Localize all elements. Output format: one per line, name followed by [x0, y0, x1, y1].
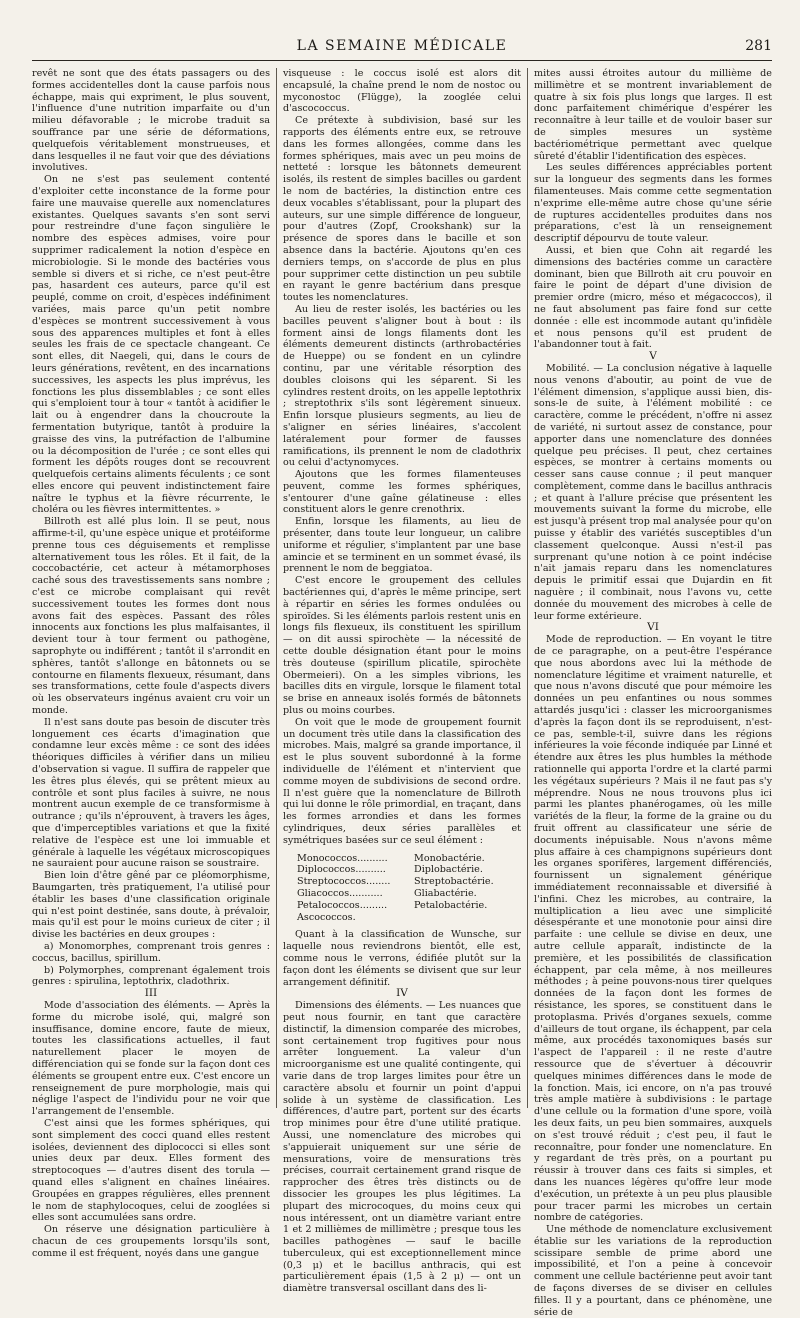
- table-cell: Monococcos..........: [297, 852, 388, 864]
- paragraph: Ajoutons que les formes filamenteuses peuvent, comme les formes sphériques, s'entourer d'une gaîne gélatineuse : elles constituent alors le genre crenothrix.: [283, 469, 521, 516]
- paragraph: Mobilité. — La conclusion négative à laquelle nous venons d'aboutir, au point de vue de l'élément dimension, s'applique aussi bien, dis-sons-le de suite, à l'élément mobilité : ce caractère, comme le précédent, n'offre ni assez de variété, ni surtout assez de constance, pour apporter dans une nomenclature des données quelque peu précises. Il peut, chez certaines espèces, se montrer à certains moments ou cesser sans cause connue ; il peut manquer complètement, comme dans le bacillus anthracis ; et quant à l'allure précise que présentent les mouvements suivant la forme du microbe, elle est jusqu'à présent trop mal analysée pour qu'on puisse y établir des variétés susceptibles d'un classement quelconque. Aussi n'est-il pas surprenant qu'une notion à ce point indécise n'ait jamais reparu dans les nomenclatures depuis le primitif essai que Dujardin en fit naguère ; il combinait, nous l'avons vu, cette donnée du mouvement des microbes à celle de leur forme extérieure.: [534, 362, 772, 622]
- table-cell: Gliacoccos...........: [297, 887, 383, 899]
- section-number: V: [649, 350, 657, 363]
- paragraph: Mode de reproduction. — En voyant le titre de ce paragraphe, on a peut-être l'espérance que nous abordons avec lui la méthode de nomenclature légitime et vraiment naturelle, et que nous n'avons discuté que pour mémoire les données un peu enfantines ou nous sommes attardés jusqu'ici : classer les microorganismes d'après la façon dont ils se reproduisent, n'est-ce pas, semble-t-il, suivre dans les régions inférieures la voie féconde indiquée par Linné et étendre aux êtres les plus humbles la méthode rationnelle qui apporta l'ordre et la clarté parmi les végétaux supérieurs ? Mais il ne faut pas s'y méprendre. Nous ne nous trouvons plus ici parmi les plantes phanérogames, où les mille variétés de la fleur, la forme de la graine ou du fruit offrent au classificateur une série de documents inépuisable. Nous n'avons même plus affaire à ces champignons supérieurs dont les organes sporifères, largement différenciés, fournissent un signalement générique immédiatement reconnaissable et diversifié à l'infini. Chez les microbes, au contraire, la multiplication a lieu avec une simplicité désespérante et une monotonie pour ainsi dire parfaite : une cellule se divise en deux, une autre cellule apparaît, indistincte de la première, et les possibilités de classification échappent, par cela même, à nos meilleures méthodes ; à peine pouvons-nous tirer quelques données de la façon dont les formes de résistance, les spores, se constituent dans le protoplasma. Privés d'organes sexuels, comme d'ailleurs de tout organe, ils échappent, par cela même, aux procédés taxonomiques basés sur l'aspect de l'appareil : il ne reste d'autre ressource que de s'évertuer à découvrir quelques minimes différences dans le mode de la fonction. Mais, ici encore, on n'a pas trouvé très ample matière à subdivisions : le partage d'une cellule ou la formation d'une spore, voilà les deux faits, un peu bien sommaires, auxquels on s'est trouvé réduit ; c'est peu, il faut le reconnaître, pour fonder une nomenclature. En y regardant de très près, on a pourtant pu réussir à trouver dans ces faits si simples, et dans les nuances légères qu'offre leur mode d'exécution, un prétexte à un peu plus plausible pour tracer parmi les microbes un certain nombre de catégories.: [534, 634, 772, 1224]
- table-cell: [414, 912, 521, 924]
- paragraph: Quant à la classification de Wunsche, sur laquelle nous reviendrons bientôt, elle est, comme nous le verrons, édifiée plutôt sur la façon dont les éléments se divisent que sur leur arrangement définitif.: [283, 929, 521, 988]
- paragraph: Enfin, lorsque les filaments, au lieu de présenter, dans toute leur longueur, un calibre uniforme et régulier, s'implantent par une base amincie et se terminent en un sommet évasé, ils prennent le nom de beggiatoa.: [283, 516, 521, 575]
- paragraph: Les seules différences appréciables portent sur la longueur des segments dans les formes filamenteuses. Mais comme cette segmentation n'exprime elle-même autre chose qu'une série de ruptures accidentelles produites dans nos préparations, c'est là un renseignement descriptif dépourvu de toute valeur.: [534, 162, 772, 245]
- section-number: IV: [396, 987, 408, 1000]
- paragraph: Ce prétexte à subdivision, basé sur les rapports des éléments entre eux, se retrouve dans les formes allongées, comme dans les formes sphériques, mais avec un peu moins de netteté : lorsque les bâtonnets demeurent isolés, ils restent de simples bacilles ou gardent le nom de bactéries, la distinction entre ces deux vocables s'établissant, pour la plupart des auteurs, sur une simple différence de longueur, pour d'autres (Zopf, Crookshank) sur la présence de spores dans le bacille et son absence dans la bactérie. Ajoutons qu'en ces derniers temps, on s'accorde de plus en plus pour supprimer cette distinction un peu subtile en rayant le genre bactérium dans presque toutes les nomenclatures.: [283, 115, 521, 304]
- table-cell: Streptobactérie.: [414, 876, 494, 888]
- paragraph: Mode d'association des éléments. — Après la forme du microbe isolé, qui, malgré son insuffisance, domine encore, faute de mieux, toutes les classifications actuelles, il faut naturellement placer le moyen de différenciation qui se fonde sur la façon dont ces éléments se groupent entre eux. C'est encore un renseignement de pure morphologie, mais qui néglige l'aspect de l'individu pour ne voir que l'arrangement de l'ensemble.: [32, 999, 270, 1118]
- page-number: 281: [745, 38, 772, 54]
- text-column-1: [32, 68, 270, 1259]
- paragraph: Billroth est allé plus loin. Il se peut, nous affirme-t-il, qu'une espèce unique et protéiforme prenne tous ces déguisements et remplisse alternativement tous les rôles. Et il fait, de la coccobactérie, cet acteur à métamorphoses caché sous des travestissements sans nombre ; c'est ce microbe complaisant qui revêt successivement toutes les formes dont nous avons fait des espèces. Passant des rôles innocents aux fonctions les plus malfaisantes, il devient tour à tour ferment ou pathogène, saprophyte ou indifférent ; tantôt il s'arrondit en sphères, tantôt s'allonge en bâtonnets ou se contourne en filaments flexueux, résumant, dans ses transformations, cette foule d'aspects divers où les observateurs ingénus avaient cru voir un monde.: [32, 516, 270, 717]
- table-cell: Monobactérie.: [414, 852, 485, 864]
- table-cell: Diplococcos..........: [297, 864, 386, 876]
- paragraph: Bien loin d'être gêné par ce pléomorphisme, Baumgarten, très pratiquement, l'a utilisé pour établir les bases d'une classification originale qui n'est point destinée, sans doute, à prévaloir, mais qu'il est pour le moins curieux de citer ; il divise les bactéries en deux groupes :: [32, 870, 270, 941]
- table-cell: Diplobactérie.: [414, 864, 483, 876]
- paragraph: a) Monomorphes, comprenant trois genres : coccus, bacillus, spirillum.: [32, 940, 270, 964]
- section-number: III: [144, 987, 158, 1000]
- paragraph: Au lieu de rester isolés, les bactéries ou les bacilles peuvent s'aligner bout à bout : ils forment ainsi de longs filaments dont les éléments demeurent distincts (arthrobactéries de Hueppe) ou se fondent en un cylindre continu, par une véritable résorption des doubles cloisons qui les séparent. Si les cylindres restent droits, on les appelle leptothrix ; streptothrix s'ils sont légèrement sinueux. Enfin lorsque plusieurs segments, au lieu de s'aligner en séries linéaires, s'accolent latéralement pour former de fausses ramifications, ils prennent le nom de cladothrix ou celui d'actynomyces.: [283, 303, 521, 469]
- paragraph: On voit que le mode de groupement fournit un document très utile dans la classification des microbes. Mais, malgré sa grande importance, il est le plus souvent subordonné à la forme individuelle de l'élément et n'intervient que comme moyen de subdivisions de second ordre. Il n'est guère que la nomenclature de Billroth qui lui donne le rôle primordial, en traçant, dans les formes arrondies et dans les formes cylindriques, deux séries parallèles et symétriques basées sur ce seul élément :: [283, 716, 521, 846]
- paragraph: On réserve une désignation particulière à chacun de ces groupements lorsqu'ils sont, comme il est fréquent, noyés dans une gangue: [32, 1224, 270, 1259]
- table-cell: Streptococcos........: [297, 876, 391, 888]
- paragraph: C'est encore le groupement des cellules bactériennes qui, d'après le même principe, sert à répartir en séries les formes ondulées ou spiroïdes. Si les éléments parlois restent unis en longs fils flexueux, ils constituent les spirillum — on dit aussi spirochète — la nécessité de cette double désignation étant pour le moins très douteuse (spirillum plicatile, spirochète Obermeieri). On a les simples vibrions, les bacilles dits en virgule, lorsque le filament total se brise en anneaux isolés formés de bâtonnets plus ou moins courbes.: [283, 575, 521, 717]
- column-divider: [276, 68, 277, 1108]
- paragraph: On ne s'est pas seulement contenté d'exploiter cette inconstance de la forme pour faire une mauvaise querelle aux nomenclatures existantes. Quelques savants s'en sont servi pour restreindre d'une façon singulière le nombre des espèces admises, voire pour supprimer radicalement la notion d'espèce en microbiologie. Si le monde des bactéries vous semble si divers et si riche, ce n'est peut-être pas, hasardent ces auteurs, parce qu'il est peuplé, comme on croit, d'espèces indéfiniment variées, mais parce qu'un petit nombre d'espèces se montrent successivement à vous sous des apparences multiples et font à elles seules les frais de ce spectacle changeant. Ce sont elles, dit Naegeli, qui, dans le cours de leurs générations, revêtent, en des incarnations successives, les aspects les plus imprévus, les fonctions les plus dissemblables ; ce sont elles qui s'emploient tour à tour « tantôt à acidifier le lait ou à engendrer dans la choucroute la fermentation butyrique, tantôt à produire la graisse des vins, la putréfaction de l'albumine ou la décomposition de l'urée ; ce sont elles qui forment les dépôts rouges dont se recouvrent quelquefois certains aliments féculents ; ce sont elles encore qui peuvent indistinctement faire naître le typhus et la fièvre récurrente, le choléra ou les fièvres intermittentes. »: [32, 174, 270, 516]
- paragraph: revêt ne sont que des états passagers ou des formes accidentelles dont la cause parfois nous échappe, mais qui expriment, le plus souvent, l'influence d'une nutrition imparfaite ou d'un milieu défavorable ; le microbe traduit sa souffrance par une série de déformations, quelquefois véritablement monstrueuses, et dans lesquelles il ne faut voir que des déviations involutives.: [32, 68, 270, 174]
- page-header: [32, 38, 772, 61]
- section-number: VI: [647, 621, 659, 634]
- paragraph: b) Polymorphes, comprenant également trois genres : spirulina, leptothrix, cladothrix.: [32, 964, 270, 988]
- table-cell: Petalobactérie.: [414, 899, 488, 911]
- paragraph: visqueuse : le coccus isolé est alors dit encapsulé, la chaîne prend le nom de nostoc ou myconostoc (Flügge), la zooglée celui d'ascococcus.: [283, 68, 521, 115]
- paragraph: Une méthode de nomenclature exclusivement établie sur les variations de la reproduction scissipare semble de prime abord une impossibilité, et l'on a peine à concevoir comment une cellule bactérienne peut avoir tant de façons diverses de se diviser en cellules filles. Il y a pourtant, dans ce phénomène, une série de: [534, 1224, 772, 1318]
- table-cell: Petalococcos.........: [297, 899, 388, 911]
- text-column-2: [283, 68, 521, 1295]
- journal-title: LA SEMAINE MÉDICALE: [296, 38, 508, 54]
- paragraph: mites aussi étroites autour du millième de millimètre et se montrent invariablement de quatre à six fois plus longs que larges. Il est donc parfaitement chimérique d'espérer les reconnaître à leur taille et de vouloir baser sur de simples mesures un système bactériométrique permettant avec quelque sûreté d'établir l'identification des espèces.: [534, 68, 772, 162]
- text-column-3: [534, 68, 772, 1318]
- paragraph: Il n'est sans doute pas besoin de discuter très longuement ces écarts d'imagination que condamne leur excès même : ce sont des idées théoriques difficiles à vérifier dans un milieu d'observation si vague. Il suffira de rappeler que les êtres plus élevés, qui se prêtent mieux au contrôle et sont plus faciles à suivre, ne nous montrent aucun exemple de ce transformisme à outrance ; qu'ils n'éprouvent, à travers les âges, que d'imperceptibles variations et que la fixité relative de l'espèce est une loi immuable et générale à laquelle les végétaux microscopiques ne sauraient pour aucune raison se soustraire.: [32, 716, 270, 870]
- table-cell: Ascococcos.: [297, 911, 356, 923]
- table-cell: Gliabactérie.: [414, 887, 477, 899]
- billroth-nomenclature-table: [297, 853, 521, 924]
- column-divider: [527, 68, 528, 1108]
- paragraph: Aussi, et bien que Cohn ait regardé les dimensions des bactéries comme un caractère dominant, bien que Billroth ait cru pouvoir en faire le point de départ d'une division de premier ordre (micro, méso et mégacoccos), il ne faut absolument pas faire fond sur cette donnée : elle est incommode autant qu'infidèle et nous pensons qu'il est prudent de l'abandonner tout à fait.: [534, 244, 772, 351]
- paragraph: Dimensions des éléments. — Les nuances que peut nous fournir, en tant que caractère distinctif, la dimension comparée des microbes, sont certainement trop fugitives pour nous arrêter longuement. La valeur d'un microorganisme est une qualité contingente, qui varie dans de trop larges limites pour être un caractère absolu et fournir un point d'appui solide à un système de classification. Les différences, d'autre part, portent sur des écarts trop minimes pour être d'une utilité pratique. Aussi, une nomenclature des microbes qui s'appuierait uniquement sur une série de mensurations, voire de mensurations très précises, courrait certainement grand risque de rapprocher des êtres très distincts ou de dissocier les groupes les plus légitimes. La plupart des microcoques, du moins ceux qui nous intéressent, ont un diamètre variant entre 1 et 2 millièmes de millimètre ; presque tous les bacilles pathogènes — sauf le bacille tuberculeux, qui est exceptionnellement mince (0,3 μ) et le bacillus anthracis, qui est particulièrement épais (1,5 à 2 μ) — ont un diamètre transversal oscillant dans des li-: [283, 1000, 521, 1295]
- paragraph: C'est ainsi que les formes sphériques, qui sont simplement des cocci quand elles restent isolées, deviennent des diplococci si elles sont unies deux par deux. Elles forment des streptocoques — d'autres disent des torula — quand elles s'alignent en chaînes linéaires. Groupées en grappes régulières, elles prennent le nom de staphylocoques, celui de zooglées si elles sont accumulées sans ordre.: [32, 1117, 270, 1224]
